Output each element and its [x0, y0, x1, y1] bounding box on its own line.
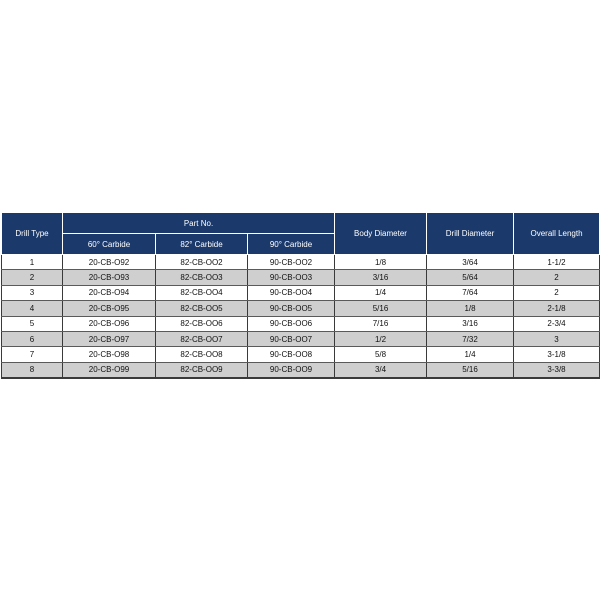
- header-body-diameter: Body Diameter: [335, 213, 427, 255]
- drill-type-cell: 2: [2, 270, 63, 285]
- carbide-82-cell: 82-CB-OO5: [156, 301, 248, 316]
- body-diameter-cell: 3/16: [335, 270, 427, 285]
- header-overall-length: Overall Length: [514, 213, 600, 255]
- carbide-90-cell: 90-CB-OO8: [248, 347, 335, 362]
- carbide-82-cell: 82-CB-OO7: [156, 331, 248, 346]
- body-diameter-cell: 5/8: [335, 347, 427, 362]
- drill-type-cell: 5: [2, 316, 63, 331]
- carbide-82-cell: 82-CB-OO6: [156, 316, 248, 331]
- overall-length-cell: 3-1/8: [514, 347, 600, 362]
- body-diameter-cell: 3/4: [335, 362, 427, 378]
- carbide-90-cell: 90-CB-OO6: [248, 316, 335, 331]
- table-row: [2, 301, 600, 316]
- carbide-60-cell: 20-CB-O93: [63, 270, 156, 285]
- overall-length-cell: 1-1/2: [514, 255, 600, 270]
- carbide-60-cell: 20-CB-O96: [63, 316, 156, 331]
- drill-spec-table: [1, 212, 600, 379]
- drill-diameter-cell: 3/64: [427, 255, 514, 270]
- table-row: [2, 347, 600, 362]
- drill-type-cell: 7: [2, 347, 63, 362]
- drill-diameter-cell: 5/64: [427, 270, 514, 285]
- carbide-90-cell: 90-CB-OO5: [248, 301, 335, 316]
- overall-length-cell: 2: [514, 270, 600, 285]
- header-60-carbide: 60° Carbide: [63, 234, 156, 255]
- drill-diameter-cell: 7/32: [427, 331, 514, 346]
- drill-type-cell: 1: [2, 255, 63, 270]
- body-diameter-cell: 1/2: [335, 331, 427, 346]
- table-row: [2, 331, 600, 346]
- overall-length-cell: 3: [514, 331, 600, 346]
- overall-length-cell: 3-3/8: [514, 362, 600, 378]
- carbide-60-cell: 20-CB-O94: [63, 285, 156, 300]
- table-row: [2, 255, 600, 270]
- body-diameter-cell: 7/16: [335, 316, 427, 331]
- drill-type-cell: 4: [2, 301, 63, 316]
- carbide-82-cell: 82-CB-OO4: [156, 285, 248, 300]
- header-82-carbide: 82° Carbide: [156, 234, 248, 255]
- carbide-90-cell: 90-CB-OO9: [248, 362, 335, 378]
- body-diameter-cell: 1/8: [335, 255, 427, 270]
- body-diameter-cell: 5/16: [335, 301, 427, 316]
- body-diameter-cell: 1/4: [335, 285, 427, 300]
- overall-length-cell: 2-3/4: [514, 316, 600, 331]
- header-drill-diameter: Drill Diameter: [427, 213, 514, 255]
- drill-type-cell: 6: [2, 331, 63, 346]
- carbide-82-cell: 82-CB-OO2: [156, 255, 248, 270]
- header-drill-type: Drill Type: [2, 213, 63, 255]
- carbide-60-cell: 20-CB-O92: [63, 255, 156, 270]
- drill-type-cell: 3: [2, 285, 63, 300]
- drill-diameter-cell: 5/16: [427, 362, 514, 378]
- drill-type-cell: 8: [2, 362, 63, 378]
- table-body: [2, 255, 600, 379]
- carbide-90-cell: 90-CB-OO7: [248, 331, 335, 346]
- table-row: [2, 270, 600, 285]
- drill-diameter-cell: 1/8: [427, 301, 514, 316]
- overall-length-cell: 2: [514, 285, 600, 300]
- carbide-90-cell: 90-CB-OO4: [248, 285, 335, 300]
- carbide-82-cell: 82-CB-OO8: [156, 347, 248, 362]
- header-part-no: Part No.: [63, 213, 335, 234]
- carbide-90-cell: 90-CB-OO2: [248, 255, 335, 270]
- drill-diameter-cell: 3/16: [427, 316, 514, 331]
- carbide-60-cell: 20-CB-O98: [63, 347, 156, 362]
- drill-diameter-cell: 1/4: [427, 347, 514, 362]
- carbide-82-cell: 82-CB-OO9: [156, 362, 248, 378]
- table-row: [2, 285, 600, 300]
- drill-diameter-cell: 7/64: [427, 285, 514, 300]
- carbide-90-cell: 90-CB-OO3: [248, 270, 335, 285]
- table-row: [2, 362, 600, 378]
- carbide-60-cell: 20-CB-O99: [63, 362, 156, 378]
- header-90-carbide: 90° Carbide: [248, 234, 335, 255]
- overall-length-cell: 2-1/8: [514, 301, 600, 316]
- carbide-60-cell: 20-CB-O95: [63, 301, 156, 316]
- table-row: [2, 316, 600, 331]
- carbide-60-cell: 20-CB-O97: [63, 331, 156, 346]
- carbide-82-cell: 82-CB-OO3: [156, 270, 248, 285]
